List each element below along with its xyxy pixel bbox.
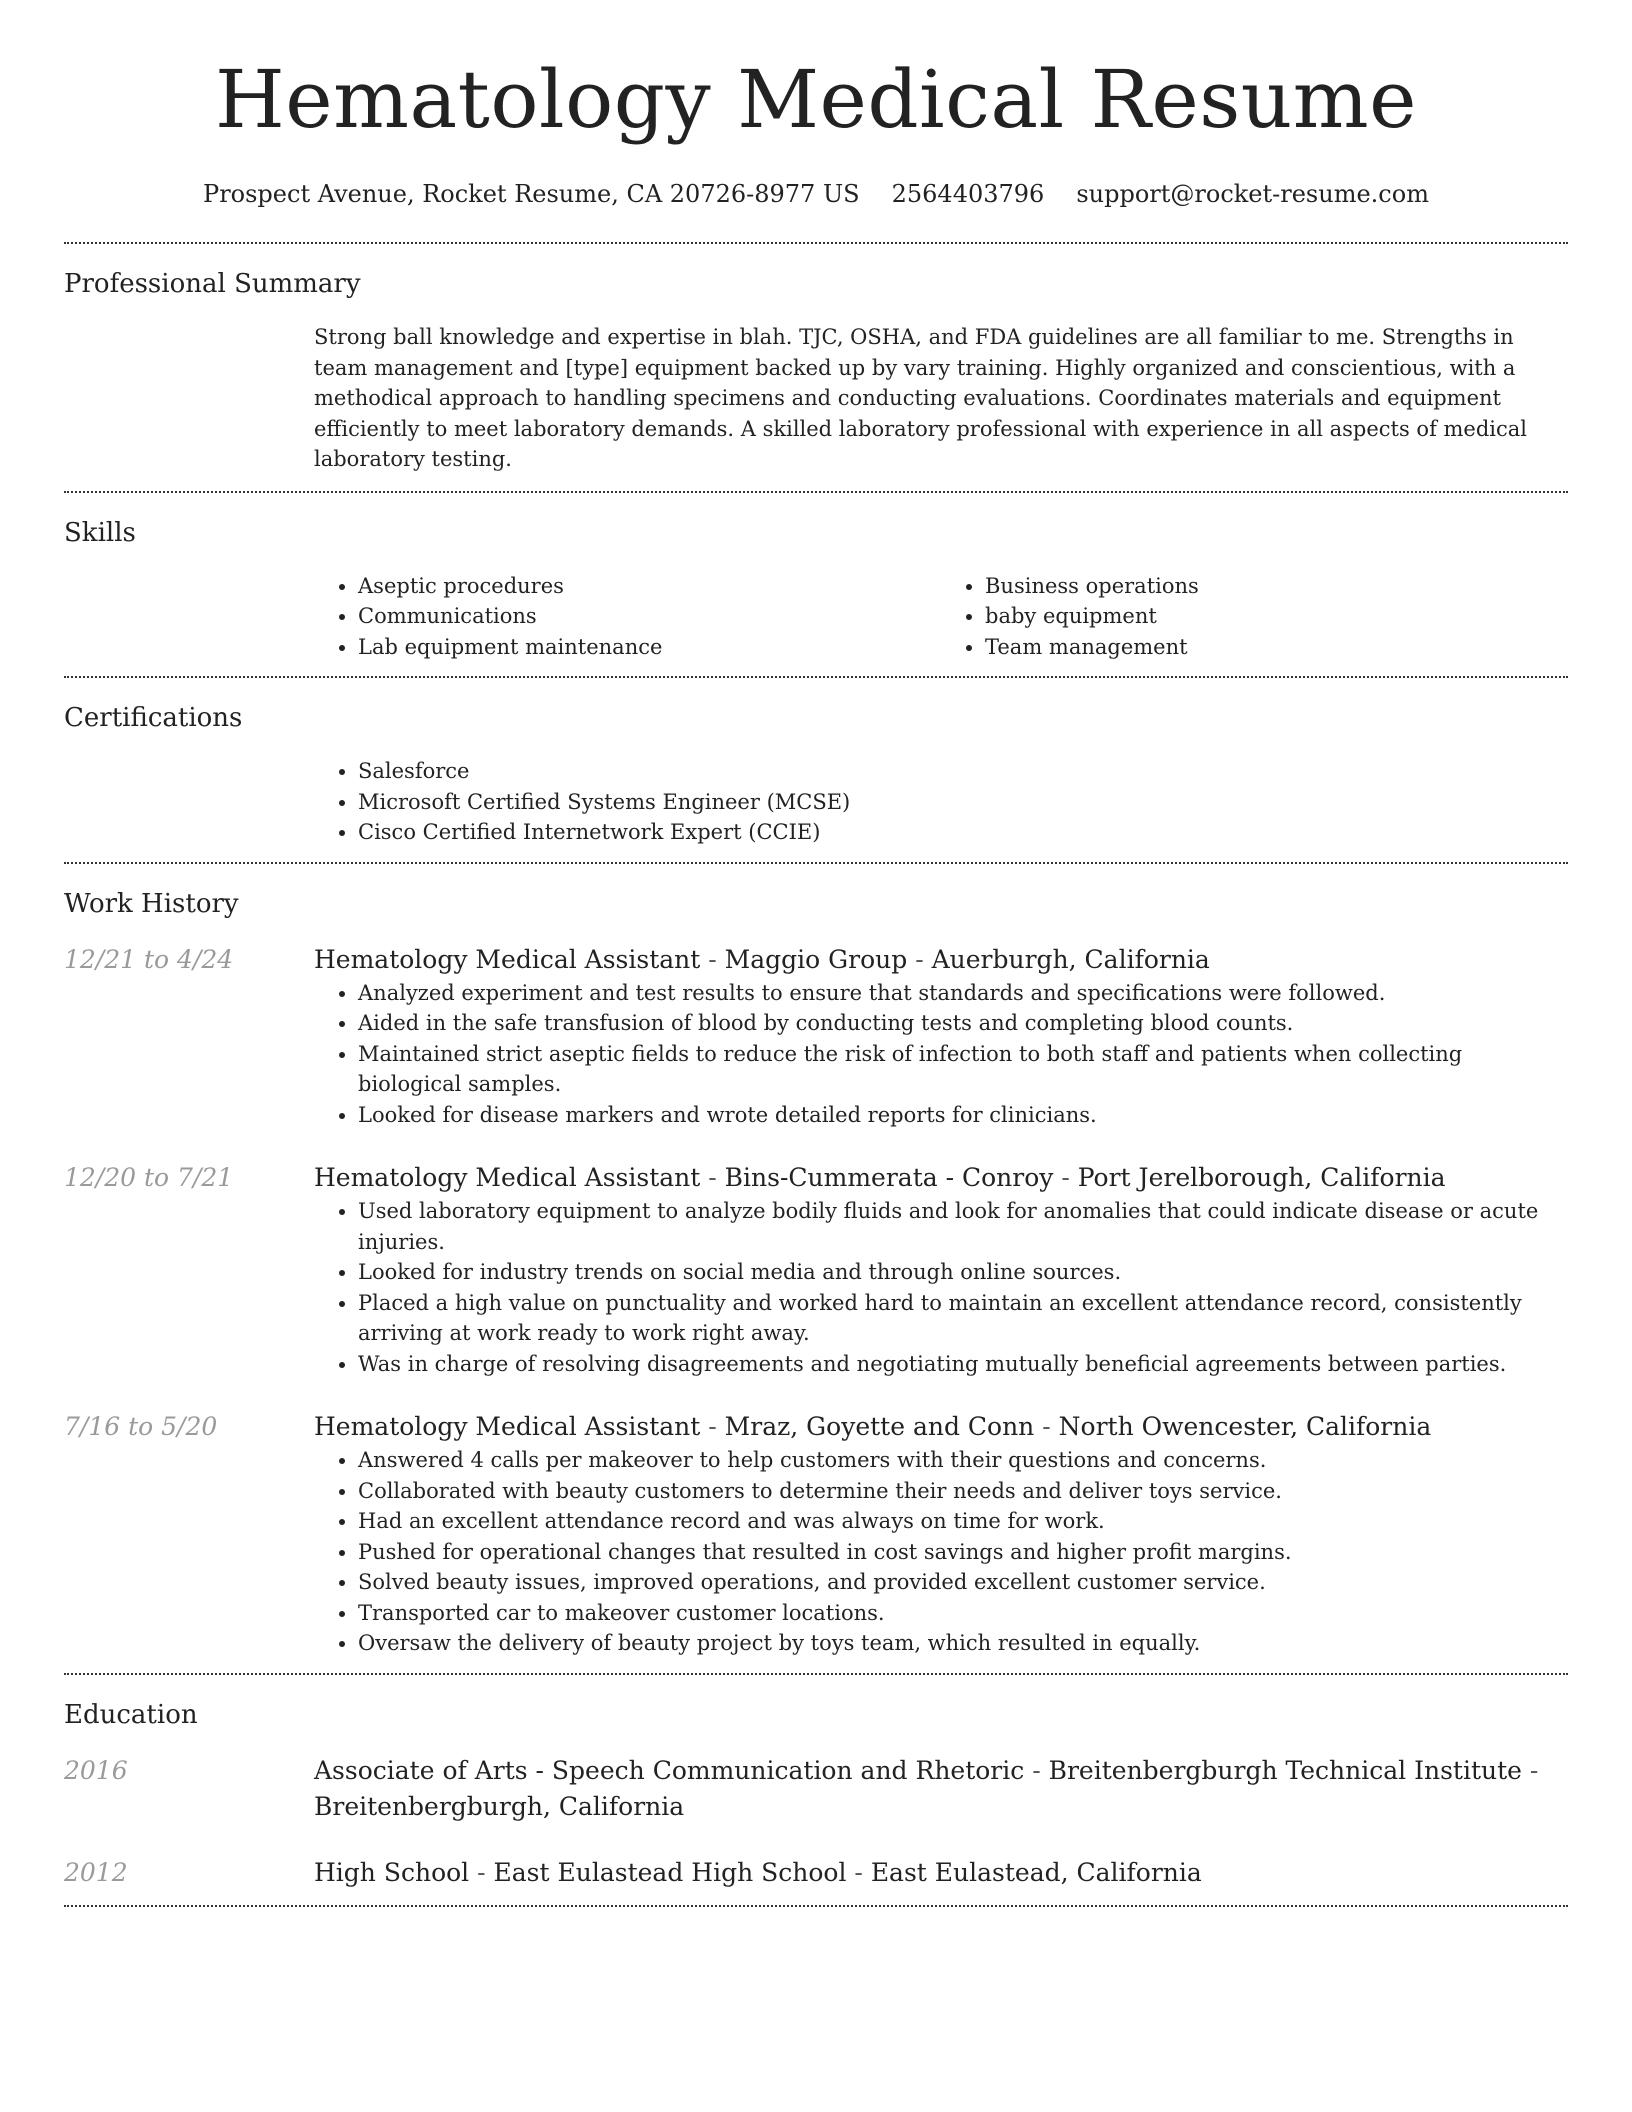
job-bullet: • Aided in the safe transfusion of blood by conducting tests and completing blood counts. (358, 1008, 1568, 1039)
certifications-list (314, 756, 1568, 848)
skill-item: • Communications (358, 601, 941, 632)
education-entry (64, 1855, 1568, 1891)
skills-list-left (314, 571, 941, 663)
job-title: Hematology Medical Assistant (314, 1412, 701, 1441)
job-title: Hematology Medical Assistant (314, 944, 701, 974)
skills-section (64, 491, 1568, 677)
job-dates: 12/20 to 7/21 (64, 1163, 234, 1192)
education-location: East Eulastead, California (870, 1857, 1202, 1887)
education-location: Breitenbergburgh, California (314, 1791, 685, 1821)
job-company: Maggio Group (724, 944, 908, 974)
job-location: North Owencester, California (1058, 1412, 1432, 1441)
job-bullet: • Was in charge of resolving disagreements and negotiating mutually beneficial agreements between parties. (358, 1349, 1568, 1380)
education-year: 2016 (64, 1755, 128, 1785)
job-header: Hematology Medical Assistant - Mraz, Goyette and Conn - North Owencester, California (314, 1412, 1432, 1441)
skills-grid (314, 571, 1568, 663)
education-header: High School - East Eulastead High School - East Eulastead, California (314, 1857, 1202, 1887)
job-bullet: • Answered 4 calls per makeover to help customers with their questions and concerns. (358, 1445, 1568, 1476)
job-bullet: • Placed a high value on punctuality and worked hard to maintain an excellent attendance record, consistently arriving at work ready to work right away. (358, 1288, 1568, 1349)
job-bullet: • Collaborated with beauty customers to determine their needs and deliver toys service. (358, 1476, 1568, 1507)
bottom-divider (64, 1905, 1568, 1907)
work-history-heading: Work History (64, 888, 239, 919)
job-bullets (314, 978, 1568, 1131)
certification-item: • Salesforce (358, 756, 1568, 787)
contact-address: Prospect Avenue, Rocket Resume, CA 20726-8977 US (203, 180, 860, 208)
job-bullet: • Oversaw the delivery of beauty project by toys team, which resulted in equally. (358, 1628, 1568, 1659)
skills-list-right (941, 571, 1568, 663)
contact-email: support@rocket-resume.com (1076, 180, 1429, 208)
job-location: Auerburgh, California (931, 944, 1210, 974)
education-degree: Associate of Arts - Speech Communication and Rhetoric (314, 1755, 1025, 1785)
contact-line (64, 178, 1568, 210)
skill-item: • Aseptic procedures (358, 571, 941, 602)
education-degree: High School (314, 1857, 470, 1887)
resume-title: Hematology Medical Resume (215, 53, 1417, 146)
certifications-body (314, 756, 1568, 848)
summary-section (64, 242, 1568, 491)
job-location: Port Jerelborough, California (1077, 1163, 1446, 1192)
work-history-section (64, 862, 1568, 1673)
certification-item: • Microsoft Certified Systems Engineer (MCSE) (358, 787, 1568, 818)
job-entry (64, 1160, 1568, 1379)
job-bullets (314, 1445, 1568, 1659)
job-company: Mraz, Goyette and Conn (724, 1412, 1035, 1441)
skill-item: • Lab equipment maintenance (358, 632, 941, 663)
contact-phone: 2564403796 (891, 180, 1045, 208)
certification-item: • Cisco Certified Internetwork Expert (CCIE) (358, 817, 1568, 848)
skill-item: • Team management (985, 632, 1568, 663)
job-bullet: • Solved beauty issues, improved operations, and provided excellent customer service. (358, 1567, 1568, 1598)
job-bullet: • Looked for industry trends on social media and through online sources. (358, 1257, 1568, 1288)
education-heading: Education (64, 1699, 198, 1730)
job-bullet: • Used laboratory equipment to analyze bodily fluids and look for anomalies that could indicate disease or acute injuries. (358, 1196, 1568, 1257)
job-bullet: • Transported car to makeover customer locations. (358, 1598, 1568, 1629)
job-header: Hematology Medical Assistant - Maggio Group - Auerburgh, California (314, 944, 1210, 974)
skills-heading: Skills (64, 517, 136, 548)
job-bullet: • Pushed for operational changes that resulted in cost savings and higher profit margins. (358, 1537, 1568, 1568)
education-school: Breitenbergburgh Technical Institute (1048, 1755, 1522, 1785)
job-title: Hematology Medical Assistant (314, 1163, 701, 1192)
skill-item: • Business operations (985, 571, 1568, 602)
job-bullet: • Maintained strict aseptic fields to reduce the risk of infection to both staff and patients when collecting biological samples. (358, 1039, 1568, 1100)
education-school: East Eulastead High School (493, 1857, 847, 1887)
job-bullet: • Looked for disease markers and wrote detailed reports for clinicians. (358, 1100, 1568, 1131)
job-company: Bins-Cummerata - Conroy (724, 1163, 1054, 1192)
education-section (64, 1673, 1568, 1905)
certifications-heading: Certifications (64, 703, 243, 733)
education-year: 2012 (64, 1857, 128, 1887)
job-bullet: • Analyzed experiment and test results to ensure that standards and specifications were followed. (358, 978, 1568, 1009)
education-entry (64, 1753, 1568, 1825)
job-header: Hematology Medical Assistant - Bins-Cummerata - Conroy - Port Jerelborough, California (314, 1163, 1446, 1192)
job-dates: 7/16 to 5/20 (64, 1412, 218, 1441)
summary-text: Strong ball knowledge and expertise in blah. TJC, OSHA, and FDA guidelines are all familiar to me. Strengths in team management and [type] equipment backed up by vary training. Highly organized and conscientious, with a methodical approach to handling specimens and conducting evaluations. Coordinates materials and equipment efficiently to meet laboratory demands. A skilled laboratory professional with experience in all aspects of medical laboratory testing. (314, 325, 1528, 471)
job-entry (64, 942, 1568, 1131)
education-header: Associate of Arts - Speech Communication and Rhetoric - Breitenbergburgh Technical Institute - Breitenbergburgh, California (314, 1755, 1539, 1821)
certifications-section (64, 676, 1568, 862)
job-bullets (314, 1196, 1568, 1379)
job-bullet: • Had an excellent attendance record and was always on time for work. (358, 1506, 1568, 1537)
job-entry (64, 1409, 1568, 1659)
skill-item: • baby equipment (985, 601, 1568, 632)
job-dates: 12/21 to 4/24 (64, 944, 234, 974)
summary-heading: Professional Summary (64, 269, 361, 299)
